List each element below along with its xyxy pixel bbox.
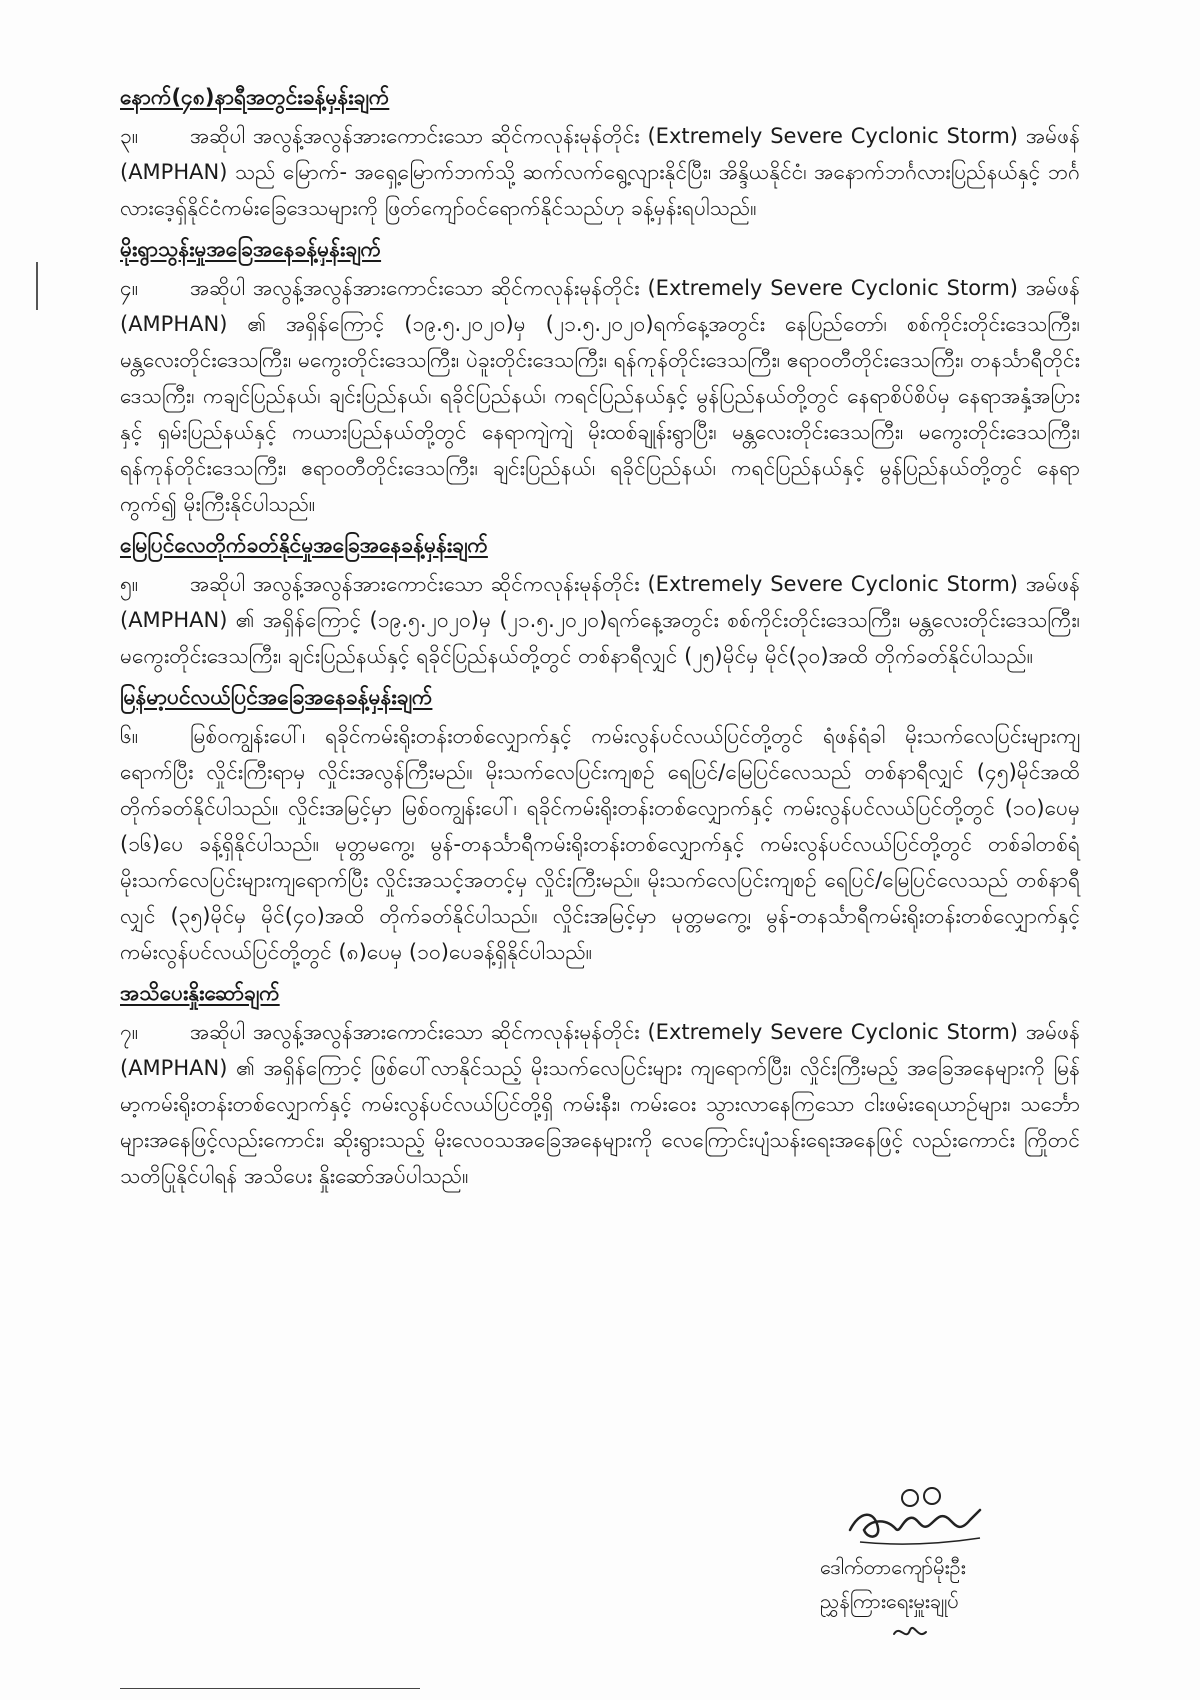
signer-title: ညွှန်ကြားရေးမှူးချုပ် — [820, 1589, 959, 1613]
paragraph-4 — [120, 270, 1080, 522]
paragraph-number: ၄။ — [120, 276, 139, 300]
paragraph-number: ၅။ — [120, 572, 139, 596]
paragraph-3 — [120, 118, 1080, 226]
handwritten-initial — [890, 1618, 930, 1646]
paragraph-text: အဆိုပါ အလွန့်အလွန်အားကောင်းသော ဆိုင်ကလုန်းမုန်တိုင်း (Extremely Severe Cyclonic Storm) အမ်ဖန် (AMPHAN) ၏ အရှိန်ကြောင့် ဖြစ်ပေါ်လာနိုင်သည့် မိုးသက်လေပြင်းများ ကျရောက်ပြီး၊ လှိုင်းကြီးမည့် အခြေအနေများကို မြန်မာ့ကမ်းရိုးတန်းတစ်လျှောက်နှင့် ကမ်းလွန်ပင်လယ်ပြင်တို့ရှိ ကမ်းနီး၊ ကမ်းဝေး သွားလာနေကြသော ငါးဖမ်းရေယာဉ်များ၊ သင်္ဘောများအနေဖြင့်လည်းကောင်း၊ ဆိုးရွားသည့် မိုးလေဝသအခြေအနေများကို လေကြောင်းပျံသန်းရေးအနေဖြင့် လည်းကောင်း ကြိုတင်သတိပြုနိုင်ပါရန် အသိပေး နှိုးဆော်အပ်ပါသည်။ — [120, 1020, 1080, 1188]
section-heading-forecast-48h: နောက်(၄၈)နာရီအတွင်းခန့်မှန်းချက် — [120, 85, 390, 109]
section-heading-rainfall: မိုးရွာသွန်းမှုအခြေအနေခန့်မှန်းချက် — [120, 237, 382, 261]
paragraph-text: အဆိုပါ အလွန့်အလွန်အားကောင်းသော ဆိုင်ကလုန်းမုန်တိုင်း (Extremely Severe Cyclonic Storm) အမ်ဖန် (AMPHAN) သည် မြောက်- အရှေ့မြောက်ဘက်သို့ ဆက်လက်ရွေ့လျားနိုင်ပြီး၊ အိန္ဒိယနိုင်ငံ၊ အနောက်ဘင်္ဂလားပြည်နယ်နှင့် ဘင်္ဂလားဒေ့ရှ်နိုင်ငံကမ်းခြေဒေသများကို ဖြတ်ကျော်ဝင်ရောက်နိုင်သည်ဟု ခန့်မှန်းရပါသည်။ — [120, 124, 1080, 220]
paragraph-number: ၃။ — [120, 124, 139, 148]
section-heading-advisory: အသိပေးနှိုးဆော်ချက် — [120, 981, 280, 1005]
signer-name: ဒေါက်တာကျော်မိုးဦး — [820, 1555, 966, 1579]
paragraph-text: အဆိုပါ အလွန့်အလွန်အားကောင်းသော ဆိုင်ကလုန်းမုန်တိုင်း (Extremely Severe Cyclonic Storm) အမ်ဖန် (AMPHAN) ၏ အရှိန်ကြောင့် (၁၉.၅.၂၀၂၀)မှ (၂၁.၅.၂၀၂၀)ရက်နေ့အတွင်း စစ်ကိုင်းတိုင်းဒေသကြီး၊ မန္တလေးတိုင်းဒေသကြီး၊ မကွေးတိုင်းဒေသကြီး၊ ချင်းပြည်နယ်နှင့် ရခိုင်ပြည်နယ်တို့တွင် တစ်နာရီလျှင် (၂၅)မိုင်မှ မိုင်(၃၀)အထိ တိုက်ခတ်နိုင်ပါသည်။ — [120, 572, 1080, 668]
section-heading-sea-state: မြန်မာ့ပင်လယ်ပြင်အခြေအနေခန့်မှန်းချက် — [120, 685, 433, 709]
paragraph-7 — [120, 1014, 1080, 1194]
footer-rule — [120, 1688, 420, 1689]
document-body — [120, 80, 1080, 1200]
paragraph-text: မြစ်ဝကျွန်းပေါ်၊ ရခိုင်ကမ်းရိုးတန်းတစ်လျှောက်နှင့် ကမ်းလွန်ပင်လယ်ပြင်တို့တွင် ရံဖန်ရံခါ မိုးသက်လေပြင်းများကျရောက်ပြီး လှိုင်းကြီးရာမှ လှိုင်းအလွန်ကြီးမည်။ မိုးသက်လေပြင်းကျစဉ် ရေပြင်/မြေပြင်လေသည် တစ်နာရီလျှင် (၄၅)မိုင်အထိ တိုက်ခတ်နိုင်ပါသည်။ လှိုင်းအမြင့်မှာ မြစ်ဝကျွန်းပေါ်၊ ရခိုင်ကမ်းရိုးတန်းတစ်လျှောက်နှင့် ကမ်းလွန်ပင်လယ်ပြင်တို့တွင် (၁၀)ပေမှ (၁၆)ပေ ခန့်ရှိနိုင်ပါသည်။ မုတ္တမကွေ့၊ မွန်-တနင်္သာရီကမ်းရိုးတန်းတစ်လျှောက်နှင့် ကမ်းလွန်ပင်လယ်ပြင်တို့တွင် တစ်ခါတစ်ရံ မိုးသက်လေပြင်းများကျရောက်ပြီး လှိုင်းအသင့်အတင့်မှ လှိုင်းကြီးမည်။ မိုးသက်လေပြင်းကျစဉ် ရေပြင်/မြေပြင်လေသည် တစ်နာရီလျှင် (၃၅)မိုင်မှ မိုင်(၄၀)အထိ တိုက်ခတ်နိုင်ပါသည်။ လှိုင်းအမြင့်မှာ မုတ္တမကွေ့၊ မွန်-တနင်္သာရီကမ်းရိုးတန်းတစ်လျှောက်နှင့် ကမ်းလွန်ပင်လယ်ပြင်တို့တွင် (၈)ပေမှ (၁၀)ပေခန့်ရှိနိုင်ပါသည်။ — [120, 724, 1080, 964]
paragraph-number: ၆။ — [120, 724, 139, 748]
paragraph-text: အဆိုပါ အလွန့်အလွန်အားကောင်းသော ဆိုင်ကလုန်းမုန်တိုင်း (Extremely Severe Cyclonic Storm) အမ်ဖန် (AMPHAN) ၏ အရှိန်ကြောင့် (၁၉.၅.၂၀၂၀)မှ (၂၁.၅.၂၀၂၀)ရက်နေ့အတွင်း နေပြည်တော်၊ စစ်ကိုင်းတိုင်းဒေသကြီး၊ မန္တလေးတိုင်းဒေသကြီး၊ မကွေးတိုင်းဒေသကြီး၊ ပဲခူးတိုင်းဒေသကြီး၊ ရန်ကုန်တိုင်းဒေသကြီး၊ ဧရာဝတီတိုင်းဒေသကြီး၊ တနင်္သာရီတိုင်းဒေသကြီး၊ ကချင်ပြည်နယ်၊ ချင်းပြည်နယ်၊ ရခိုင်ပြည်နယ်၊ ကရင်ပြည်နယ်နှင့် မွန်ပြည်နယ်တို့တွင် နေရာစိပ်စိပ်မှ နေရာအနှံ့အပြားနှင့် ရှမ်းပြည်နယ်နှင့် ကယားပြည်နယ်တို့တွင် နေရာကျဲကျဲ မိုးထစ်ချုန်းရွာပြီး၊ မန္တလေးတိုင်းဒေသကြီး၊ မကွေးတိုင်းဒေသကြီး၊ ရန်ကုန်တိုင်းဒေသကြီး၊ ဧရာဝတီတိုင်းဒေသကြီး၊ ချင်းပြည်နယ်၊ ရခိုင်ပြည်နယ်၊ ကရင်ပြည်နယ်နှင့် မွန်ပြည်နယ်တို့တွင် နေရာကွက်၍ မိုးကြီးနိုင်ပါသည်။ — [120, 276, 1080, 516]
paragraph-number: ၇။ — [120, 1020, 139, 1044]
handwritten-signature — [840, 1480, 990, 1550]
paragraph-5 — [120, 566, 1080, 674]
section-heading-surface-wind: မြေပြင်လေတိုက်ခတ်နိုင်မှုအခြေအနေခန့်မှန်းချက် — [120, 533, 488, 557]
paragraph-6 — [120, 718, 1080, 970]
signature-block — [820, 1480, 1080, 1646]
margin-mark — [36, 262, 38, 310]
